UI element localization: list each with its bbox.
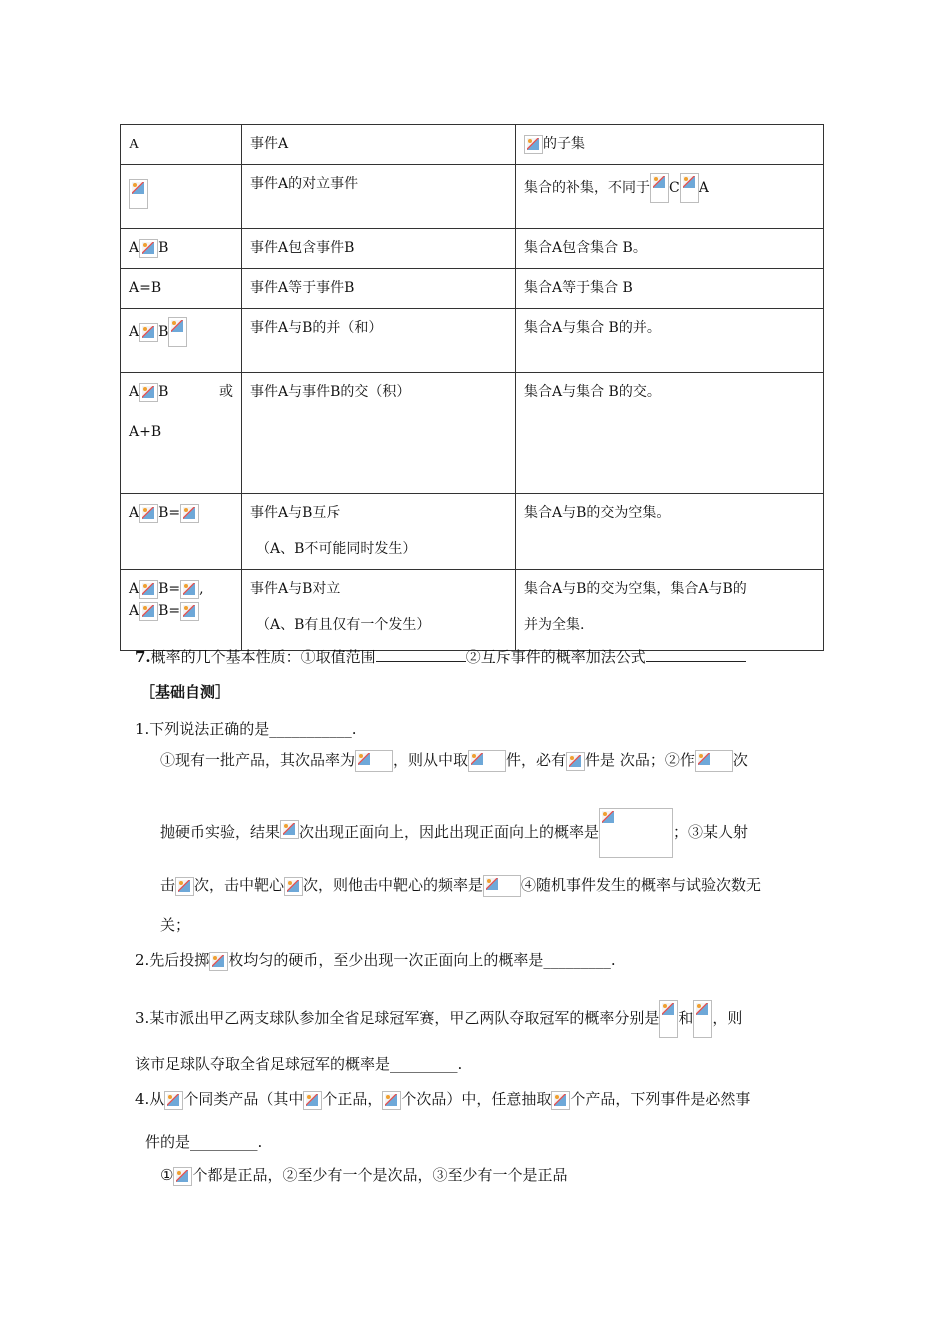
question-1-line-1: ①现有一批产品，其次品率为 ，则从中取 件，必有 件是 次品；②作 次 — [160, 748, 748, 772]
question-4-line-3: ① 个都是正品，②至少有一个是次品，③至少有一个是正品 — [160, 1166, 568, 1184]
table-cell: 集合A包含集合 B。 — [516, 229, 824, 269]
formula-image-icon — [303, 1091, 322, 1110]
table-cell: 事件A包含事件B — [242, 229, 516, 269]
question-4-line-1: 4.从 个同类产品（其中 个正品， 个次品）中，任意抽取 个产品，下列事件是必然事 — [135, 1090, 751, 1108]
formula-image-icon — [129, 179, 148, 209]
fraction-image-icon — [659, 1000, 678, 1038]
table-cell: A — [121, 125, 242, 165]
table-cell: 集合A与B的交为空集，集合A与B的 并为全集. — [516, 570, 824, 651]
table-cell: 集合A与集合 B的并。 — [516, 309, 824, 373]
formula-image-icon — [139, 504, 158, 523]
table-row — [121, 269, 824, 309]
table-row — [121, 125, 824, 165]
formula-image-icon — [139, 580, 158, 599]
fraction-image-icon — [693, 1000, 712, 1038]
formula-image-icon — [566, 752, 585, 771]
table-cell: 事件A与B对立 （A、B有且仅有一个发生） — [242, 570, 516, 651]
table-row — [121, 570, 824, 651]
question-1-line-4: 关； — [160, 916, 191, 934]
empty-set-image-icon — [180, 504, 199, 523]
section-heading: ［基础自测］ — [140, 683, 231, 701]
formula-image-icon — [139, 239, 158, 258]
table-cell: 集合A等于集合 B — [516, 269, 824, 309]
table-row — [121, 494, 824, 570]
range-blank — [376, 647, 466, 662]
question-2: 2.先后投掷 枚均匀的硬币，至少出现一次正面向上的概率是_________. — [135, 951, 616, 969]
table-cell: 事件A与B互斥 （A、B不可能同时发生） — [242, 494, 516, 570]
formula-image-icon — [168, 317, 187, 347]
table-cell: 集合A与B的交为空集。 — [516, 494, 824, 570]
formula-image-icon — [468, 750, 506, 772]
table-cell: 事件A等于事件B — [242, 269, 516, 309]
question-4-line-2: 件的是_________. — [145, 1133, 263, 1151]
formula-image-icon — [551, 1091, 570, 1110]
table-cell: A=B — [121, 269, 242, 309]
table-cell: 事件A — [242, 125, 516, 165]
table-row — [121, 229, 824, 269]
formula-image-icon — [175, 877, 194, 896]
formula-image-icon — [680, 173, 699, 203]
formula-image-icon — [695, 750, 733, 772]
event-set-table — [120, 124, 824, 651]
table-cell: A B — [121, 229, 242, 269]
table-cell: A B 或 A+B — [121, 373, 242, 494]
formula-image-icon — [284, 877, 303, 896]
formula-image-icon — [650, 173, 669, 203]
question-1-stem: 1.下列说法正确的是___________. — [135, 720, 357, 738]
formula-image-icon — [139, 602, 158, 621]
empty-set-image-icon — [180, 580, 199, 599]
fraction-image-icon — [599, 808, 673, 858]
formula-image-icon — [280, 820, 299, 839]
formula-image-icon — [209, 952, 228, 971]
question-1-line-2: 抛硬币实验，结果 次出现正面向上，因此出现正面向上的概率是 ；③某人射 — [160, 808, 748, 858]
table-cell: 事件A的对立事件 — [242, 165, 516, 229]
table-cell: 的子集 — [516, 125, 824, 165]
table-cell: A B= , A B= — [121, 570, 242, 651]
universal-set-image-icon — [180, 602, 199, 621]
table-cell: 集合A与集合 B的交。 — [516, 373, 824, 494]
section-7: 7.概率的几个基本性质：①取值范围 ②互斥事件的概率加法公式 — [135, 645, 746, 669]
table-cell: A B= — [121, 494, 242, 570]
formula-image-icon — [139, 323, 158, 342]
formula-image-icon — [483, 875, 521, 897]
table-row — [121, 373, 824, 494]
formula-blank — [646, 647, 746, 662]
table-cell: 事件A与事件B的交（积） — [242, 373, 516, 494]
formula-image-icon — [355, 750, 393, 772]
formula-image-icon — [139, 383, 158, 402]
table-cell: A B — [121, 309, 242, 373]
formula-image-icon — [164, 1091, 183, 1110]
table-cell: 事件A与B的并（和） — [242, 309, 516, 373]
table-cell — [121, 165, 242, 229]
formula-image-icon — [524, 135, 543, 154]
formula-image-icon — [382, 1091, 401, 1110]
question-3-line-1: 3.某市派出甲乙两支球队参加全省足球冠军赛，甲乙两队夺取冠军的概率分别是 和 ，则 — [135, 1000, 742, 1038]
question-3-line-2: 该市足球队夺取全省足球冠军的概率是_________. — [135, 1055, 463, 1073]
table-cell: 集合的补集，不同于 C A — [516, 165, 824, 229]
formula-image-icon — [173, 1167, 192, 1186]
table-row — [121, 309, 824, 373]
table-row — [121, 165, 824, 229]
question-1-line-3: 击 次，击中靶心 次，则他击中靶心的频率是 ④随机事件发生的概率与试验次数无 — [160, 873, 761, 897]
